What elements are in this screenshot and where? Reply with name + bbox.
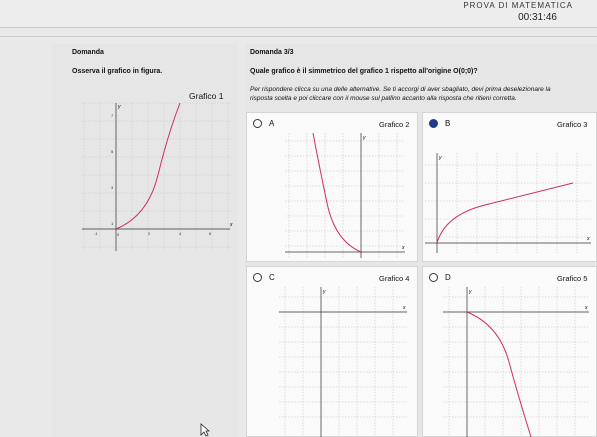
timer: 00:31:46 — [518, 12, 557, 23]
left-panel — [52, 44, 238, 437]
test-title: PROVA DI MATEMATICA — [463, 1, 573, 10]
help-line-1: Per rispondere clicca su una delle alternative. Se ti accorgi di aver sbagliato, devi prima deselezionare la — [250, 86, 551, 93]
question-number: Domanda 3/3 — [250, 49, 294, 56]
help-line-2: risposta scelta e poi cliccare con il mouse sul pallino accanto alla risposta che ritieni corretta. — [250, 95, 517, 102]
graph-2-y-label: y — [363, 135, 366, 141]
top-bar — [0, 0, 597, 28]
option-c[interactable] — [246, 266, 418, 437]
svg-text:5: 5 — [111, 149, 114, 154]
option-a[interactable] — [246, 112, 418, 262]
question-text: Quale grafico è il simmetrico del grafico 1 rispetto all'origine O(0;0)? — [250, 68, 478, 75]
option-a-graph-title: Grafico 2 — [379, 120, 410, 129]
option-a-radio[interactable] — [253, 119, 262, 128]
svg-text:6: 6 — [209, 231, 212, 236]
svg-text:0: 0 — [117, 232, 120, 237]
graph-4-x-label: x — [403, 305, 406, 311]
graph-3-y-label: y — [439, 155, 442, 161]
option-d[interactable] — [422, 266, 597, 437]
graph-4-y-label: y — [323, 289, 326, 295]
svg-text:7: 7 — [111, 113, 114, 118]
graph-5 — [443, 287, 593, 437]
graph-1-x-label: x — [230, 222, 233, 228]
svg-text:3: 3 — [111, 185, 114, 190]
graph-1 — [80, 101, 238, 266]
option-b-letter: B — [445, 119, 451, 128]
graph-5-y-label: y — [469, 289, 472, 295]
svg-text:-1: -1 — [94, 231, 98, 236]
graph-2 — [285, 133, 409, 263]
graph-1-title: Grafico 1 — [189, 91, 224, 101]
graph-3-curve — [437, 183, 573, 243]
right-panel — [246, 44, 597, 437]
svg-text:1: 1 — [111, 221, 114, 226]
option-c-radio[interactable] — [253, 273, 262, 282]
left-heading: Domanda — [72, 49, 104, 56]
graph-3 — [425, 153, 595, 261]
graph-5-x-label: x — [585, 305, 588, 311]
graph-1-y-label: y — [118, 104, 121, 110]
mouse-pointer-icon — [200, 423, 210, 437]
option-c-letter: C — [269, 273, 275, 282]
option-d-radio[interactable] — [429, 273, 438, 282]
option-b-graph-title: Grafico 3 — [557, 120, 588, 129]
graph-2-x-label: x — [402, 245, 405, 251]
option-d-graph-title: Grafico 5 — [557, 274, 588, 283]
graph-4 — [279, 287, 411, 437]
option-d-letter: D — [445, 273, 451, 282]
graph-2-curve — [313, 133, 361, 252]
graph-3-x-label: x — [587, 236, 590, 242]
svg-text:2: 2 — [148, 231, 151, 236]
option-b-radio[interactable] — [429, 119, 438, 128]
graph-5-curve — [467, 312, 531, 437]
svg-text:4: 4 — [179, 231, 182, 236]
divider — [0, 36, 597, 37]
option-b[interactable] — [422, 112, 597, 262]
option-c-graph-title: Grafico 4 — [379, 274, 410, 283]
left-instruction: Osserva il grafico in figura. — [72, 68, 163, 75]
option-a-letter: A — [269, 119, 275, 128]
